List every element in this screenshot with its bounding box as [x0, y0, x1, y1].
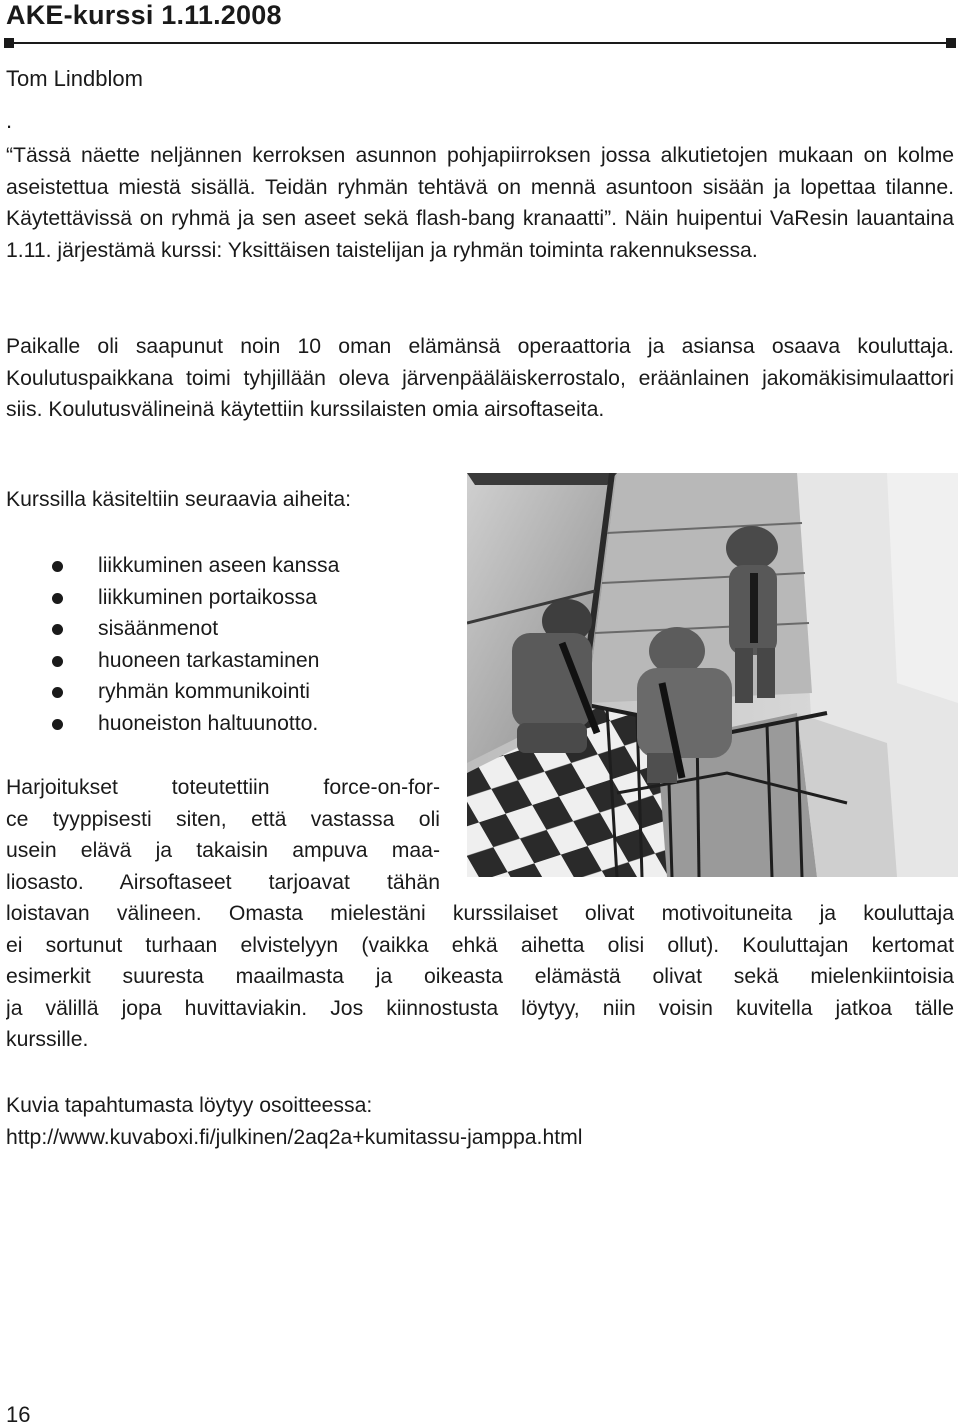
text-line: ei sortunut turhaan elvistelyyn (vaikka ehkä aihetta olisi ollut). Kouluttajan kertomat: [6, 933, 954, 957]
gallery-link[interactable]: http://www.kuvaboxi.fi/julkinen/2aq2a+kumitassu-jamppa.html: [6, 1125, 583, 1149]
author-name: Tom Lindblom: [6, 66, 143, 91]
bullet-icon: [52, 624, 63, 635]
rule-end-right: [946, 38, 956, 48]
page-number: 16: [6, 1402, 31, 1427]
document-page: AKE-kurssi 1.11.2008 Tom Lindblom . “Tässä näette neljännen kerroksen asunnon pohjapiirroksen jossa alkutietojen mukaan on kolme aseistettua miestä sisällä. Teidän ryhmän tehtävä on mennä asuntoon sisään ja lopettaa tilanne. Käytettävissä on ryhmä ja sen aseet sekä flash-bang kranaatti”. Näin huipentui VaResin lauantaina 1.11. järjestämä kurssi: Yksittäisen taistelijan ja ryhmän toiminta rakennuksessa. Paikalle oli saapunut noin 10 oman elämänsä operaattoria ja asiansa osaava kouluttaja. Koulutuspaikkana toimi tyhjillään oleva järvenpääläiskerrostalo, eräänlainen jakomäkisimulaattori siis. Koulutusvälineinä käytettiin kurssilaisten omia airsoftaseita. Kurssilla käsiteltiin seuraavia aiheita: liikkuminen aseen kanssa liikkuminen portaikossa sisäänmenot huoneen tarkastaminen ryhmän kommunikointi huoneiston haltuunotto. Harjoitukset toteutettiin force-on-for- ce tyyppisesti siten, että vastassa oli usein elävä ja takaisin ampuva maa- liosasto. Airsoftaseet tarjoavat tähän loistavan välineen. Omasta mielestäni kurssilaiset olivat motivoituneita ja kouluttaja ei sortunut turhaan elvistelyyn (vaikka ehkä aihetta olisi ollut). Kouluttajan kertomat esimerkit suuresta maailmasta ja oikeasta elämästä olivat sekä mielenkiintoisia ja välillä jopa huvittaviakin. Jos kiinnostusta löytyy, niin voisin kuvitella jatkoa tälle kurssille. Kuvia tapahtumasta löytyy osoitteessa: http://www.kuvaboxi.fi/julkinen/2aq2a+kumitassu-jamppa.html 16: [0, 0, 960, 1428]
text-line: ja välillä jopa huvittaviakin. Jos kiinnostusta löytyy, niin voisin kuvitella jatkoa tälle: [6, 996, 954, 1020]
bullet-icon: [52, 656, 63, 667]
text-line: Harjoitukset toteutettiin force-on-for-: [6, 776, 440, 799]
stray-dot: .: [6, 108, 13, 133]
article-title: AKE-kurssi 1.11.2008: [6, 0, 282, 30]
paragraph-training: [6, 772, 954, 1056]
text-line: loistavan välineen. Omasta mielestäni kurssilaiset olivat motivoituneita ja kouluttaja: [6, 902, 954, 925]
text-line: ce tyyppisesti siten, että vastassa oli: [6, 807, 440, 831]
rule-end-left: [4, 38, 14, 48]
text-line: usein elävä ja takaisin ampuva maa-: [6, 839, 440, 862]
topics-heading: Kurssilla käsiteltiin seuraavia aiheita:: [6, 488, 352, 511]
intro-paragraph: “Tässä näette neljännen kerroksen asunnon pohjapiirroksen jossa alkutietojen mukaan on kolme aseistettua miestä sisällä. Teidän ryhmän tehtävä on mennä asuntoon sisään ja lopettaa tilanne. Käytettävissä on ryhmä ja sen aseet sekä flash-bang kranaatti”. Näin huipentui VaResin lauantaina 1.11. järjestämä kurssi: Yksittäisen taistelijan ja ryhmän toiminta rakennuksessa.: [6, 144, 954, 262]
title-rule: [4, 42, 956, 44]
links-label: Kuvia tapahtumasta löytyy osoitteessa:: [6, 1094, 373, 1117]
bullet-icon: [52, 687, 63, 698]
text-line: kurssille.: [6, 1028, 89, 1051]
photo-links: [6, 1090, 582, 1153]
text-line: esimerkit suuresta maailmasta ja oikeasta elämästä olivat sekä mielenkiintoisia: [6, 965, 954, 988]
text-line: liosasto. Airsoftaseet tarjoavat tähän: [6, 870, 440, 894]
paragraph-participants: Paikalle oli saapunut noin 10 oman elämänsä operaattoria ja asiansa osaava kouluttaja. Koulutuspaikkana toimi tyhjillään oleva järvenpääläiskerrostalo, eräänlainen jakomäkisimulaattori siis. Koulutusvälineinä käytettiin kurssilaisten omia airsoftaseita.: [6, 335, 954, 421]
bullet-icon: [52, 593, 63, 604]
bullet-icon: [52, 561, 63, 572]
bullet-icon: [52, 719, 63, 730]
